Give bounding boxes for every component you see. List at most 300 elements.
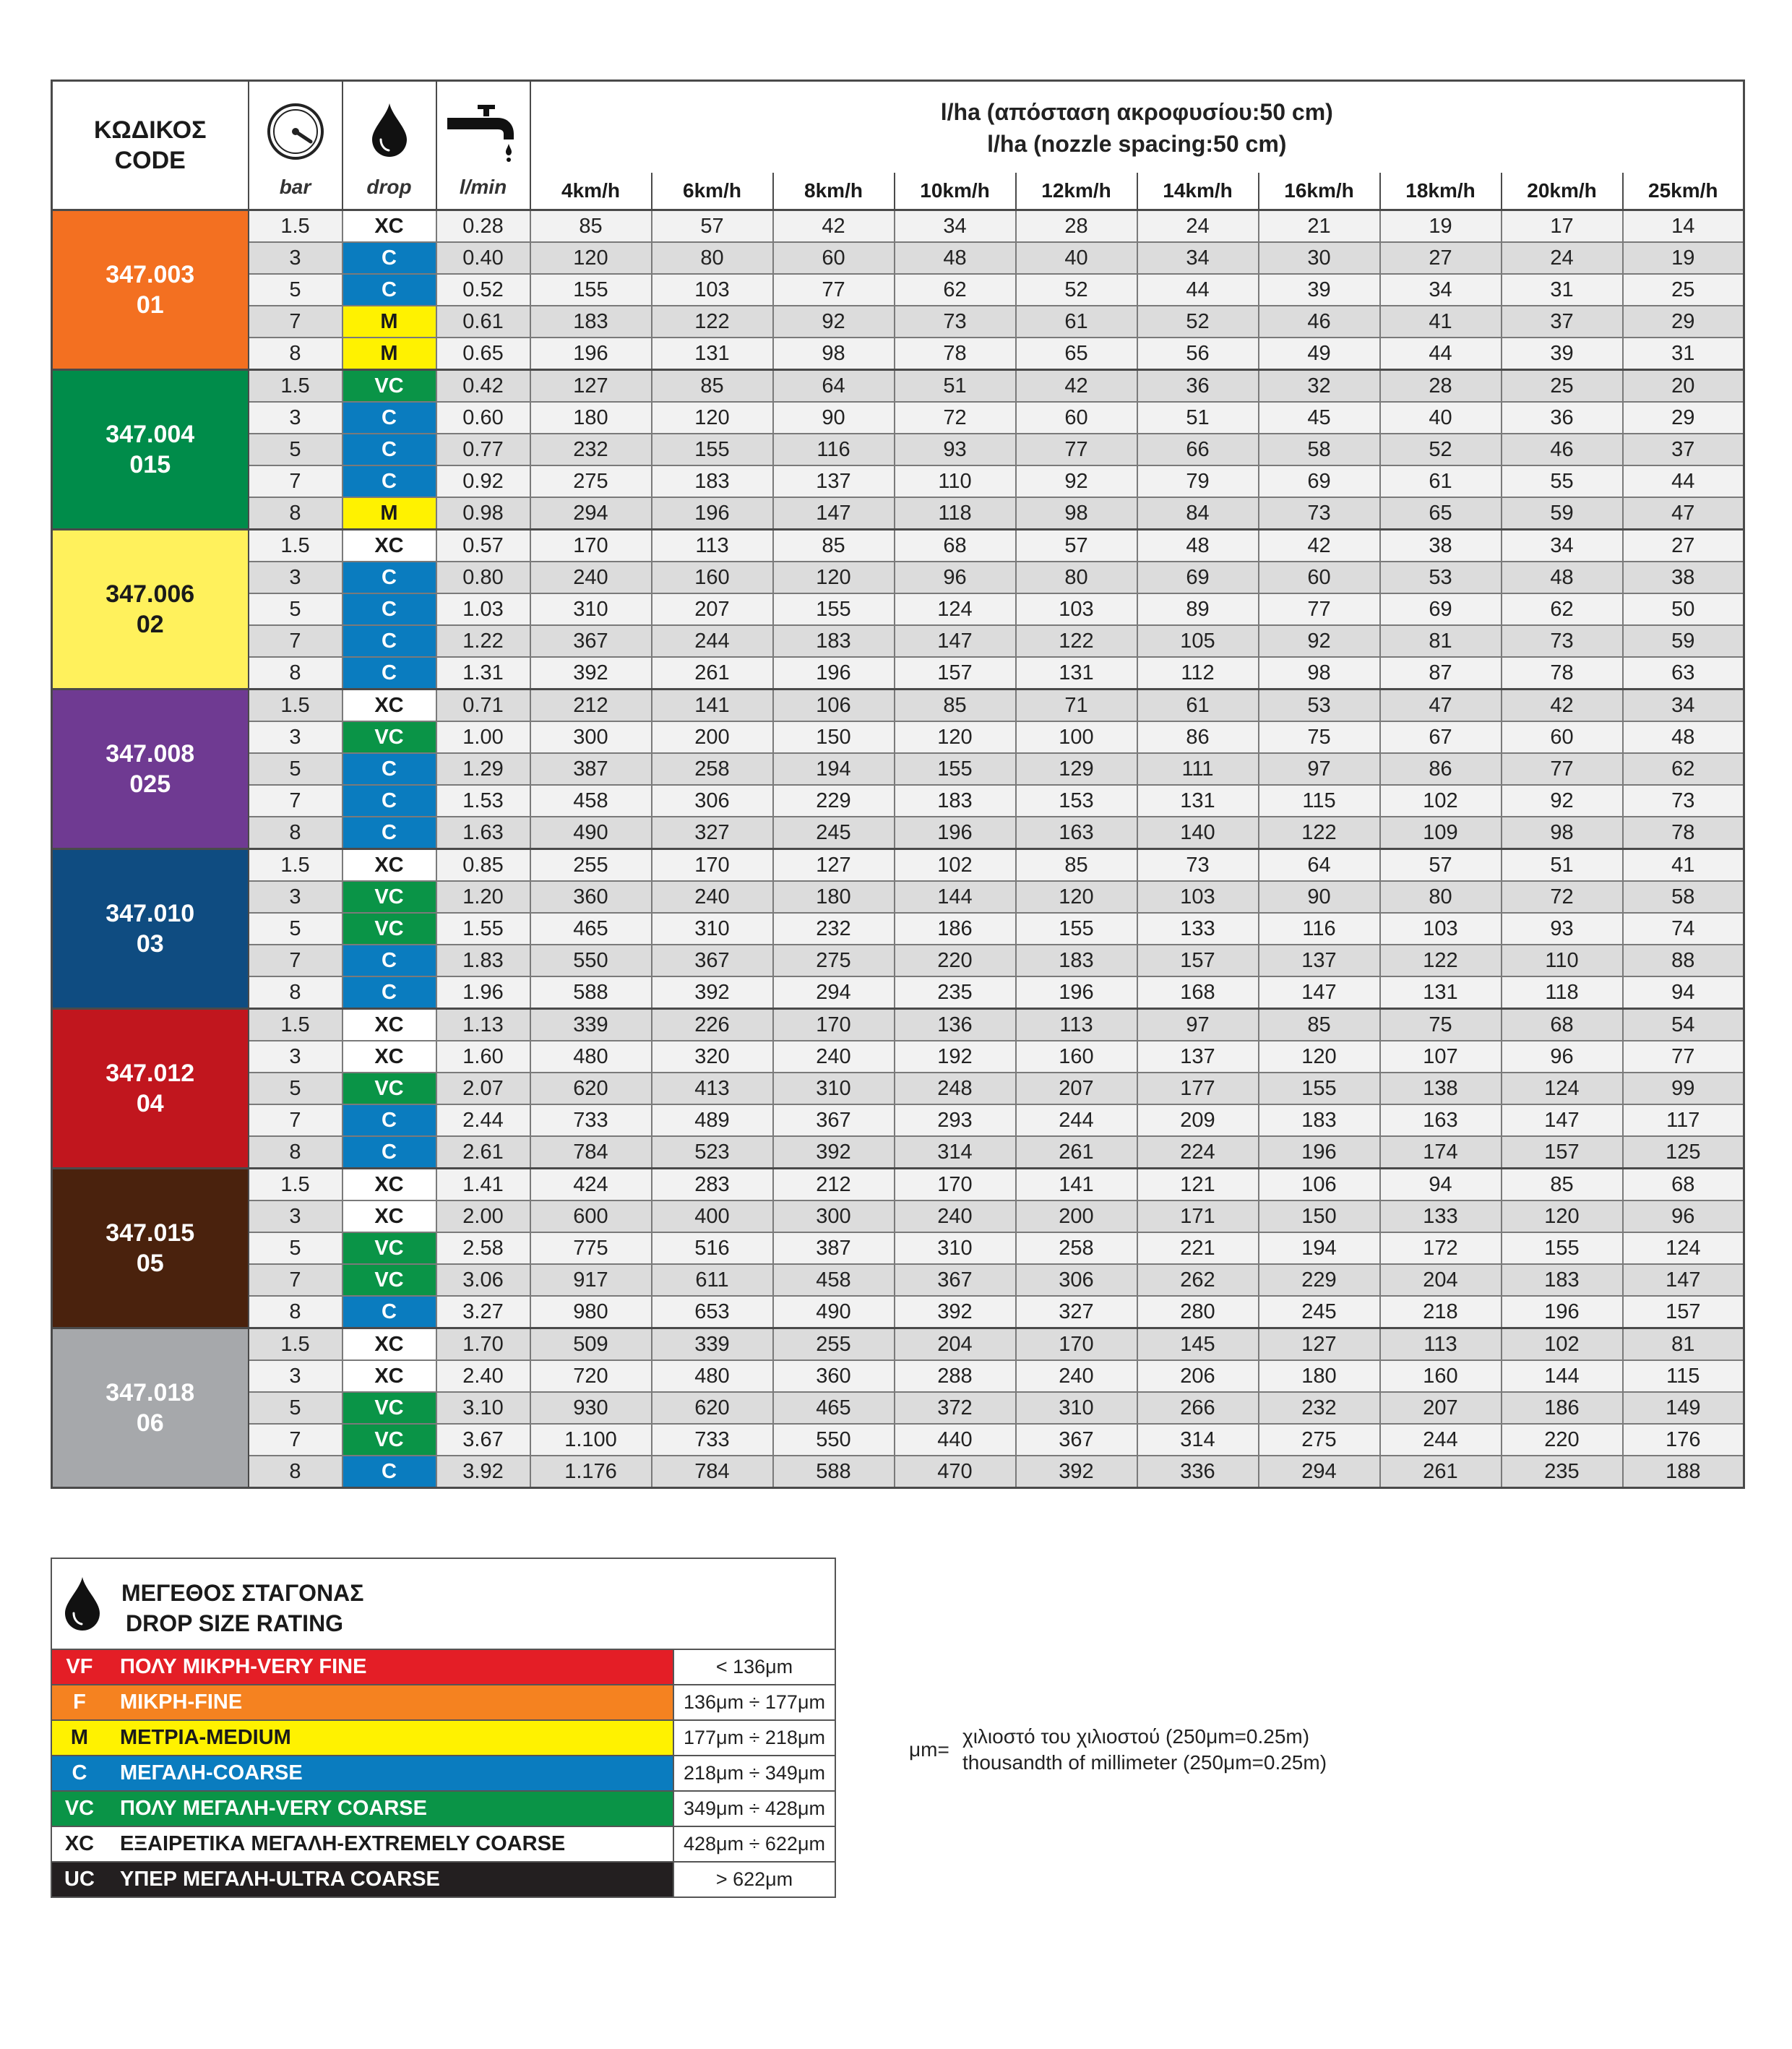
rate-cell: 51 [1137, 402, 1259, 434]
drop-size-cell: C [343, 976, 436, 1009]
rate-cell: 372 [895, 1392, 1016, 1424]
flow-cell: 0.85 [436, 849, 530, 882]
table-row [52, 434, 1744, 465]
speed-header: 4km/h [530, 173, 652, 210]
rate-cell: 232 [773, 913, 895, 945]
rate-cell: 392 [530, 657, 652, 690]
rate-cell: 61 [1380, 465, 1502, 497]
rate-cell: 60 [1502, 721, 1623, 753]
rate-cell: 93 [1502, 913, 1623, 945]
rate-cell: 306 [1016, 1264, 1137, 1296]
legend-name: ΕΞΑΙΡΕΤΙΚΑ ΜΕΓΑΛΗ-EXTREMELY COARSE [120, 1832, 566, 1855]
legend-swatch [52, 1827, 673, 1861]
rate-cell: 196 [1259, 1136, 1380, 1169]
legend-swatch [52, 1721, 673, 1755]
rate-cell: 400 [652, 1200, 773, 1232]
rate-cell: 120 [773, 562, 895, 593]
legend-code: F [73, 1691, 86, 1714]
rate-cell: 24 [1137, 210, 1259, 243]
rate-cell: 53 [1259, 690, 1380, 722]
flow-cell: 0.77 [436, 434, 530, 465]
rate-cell: 180 [1259, 1360, 1380, 1392]
rate-cell: 127 [1259, 1328, 1380, 1361]
rate-cell: 147 [1259, 976, 1380, 1009]
rate-cell: 310 [1016, 1392, 1137, 1424]
rate-cell: 141 [1016, 1169, 1137, 1201]
rate-cell: 127 [773, 849, 895, 882]
rate-cell: 14 [1623, 210, 1744, 243]
flow-cell: 3.27 [436, 1296, 530, 1328]
drop-size-cell: VC [343, 1073, 436, 1104]
rate-cell: 113 [1016, 1009, 1137, 1041]
flow-label: l/min [459, 176, 507, 198]
rate-cell: 88 [1623, 945, 1744, 976]
legend-code: XC [64, 1832, 95, 1855]
rate-cell: 54 [1623, 1009, 1744, 1041]
rate-cell: 392 [773, 1136, 895, 1169]
nozzle-code-cell [52, 849, 249, 1009]
table-row [52, 306, 1744, 338]
drop-size-cell: M [343, 497, 436, 530]
flow-cell: 0.61 [436, 306, 530, 338]
rate-cell: 465 [530, 913, 652, 945]
rate-cell: 68 [895, 530, 1016, 562]
rate-cell: 103 [652, 274, 773, 306]
pressure-cell: 7 [249, 625, 343, 657]
rate-cell: 160 [652, 562, 773, 593]
rate-cell: 188 [1623, 1456, 1744, 1488]
legend-row [52, 1721, 835, 1756]
rate-cell: 94 [1623, 976, 1744, 1009]
rate-cell: 44 [1623, 465, 1744, 497]
pressure-cell: 8 [249, 497, 343, 530]
rate-cell: 144 [895, 881, 1016, 913]
rate-cell: 192 [895, 1041, 1016, 1073]
drop-size-cell: XC [343, 1009, 436, 1041]
rate-cell: 110 [1502, 945, 1623, 976]
rate-cell: 113 [1380, 1328, 1502, 1361]
legend-range: 428μm ÷ 622μm [673, 1827, 835, 1861]
rate-cell: 204 [1380, 1264, 1502, 1296]
table-row [52, 370, 1744, 403]
table-row [52, 1073, 1744, 1104]
code-header [52, 81, 249, 210]
rate-cell: 92 [1016, 465, 1137, 497]
nozzle-code-cell [52, 370, 249, 530]
rate-cell: 980 [530, 1296, 652, 1328]
rate-cell: 157 [895, 657, 1016, 690]
rate-cell: 19 [1380, 210, 1502, 243]
rate-cell: 155 [1502, 1232, 1623, 1264]
rate-cell: 196 [652, 497, 773, 530]
rate-cell: 245 [773, 817, 895, 849]
rate-cell: 107 [1380, 1041, 1502, 1073]
rate-cell: 60 [1259, 562, 1380, 593]
flow-cell: 3.67 [436, 1424, 530, 1456]
rate-cell: 49 [1259, 338, 1380, 370]
rate-cell: 65 [1380, 497, 1502, 530]
table-row [52, 562, 1744, 593]
rate-cell: 244 [1380, 1424, 1502, 1456]
rate-cell: 174 [1380, 1136, 1502, 1169]
rate-cell: 150 [773, 721, 895, 753]
rate-cell: 69 [1259, 465, 1380, 497]
drop-size-cell: VC [343, 1232, 436, 1264]
rate-cell: 440 [895, 1424, 1016, 1456]
flow-cell: 1.96 [436, 976, 530, 1009]
legend-row [52, 1863, 835, 1896]
rate-cell: 110 [895, 465, 1016, 497]
drop-size-cell: XC [343, 1328, 436, 1361]
rate-cell: 111 [1137, 753, 1259, 785]
table-row [52, 945, 1744, 976]
rate-cell: 87 [1380, 657, 1502, 690]
speed-header: 12km/h [1016, 173, 1137, 210]
table-row [52, 1456, 1744, 1488]
rate-cell: 137 [1259, 945, 1380, 976]
rate-cell: 19 [1623, 242, 1744, 274]
pressure-cell: 7 [249, 945, 343, 976]
rate-title-gr: l/ha (απόσταση ακροφυσίου:50 cm) [940, 99, 1333, 125]
rate-cell: 69 [1137, 562, 1259, 593]
nozzle-code-cell [52, 1009, 249, 1169]
flow-cell: 2.00 [436, 1200, 530, 1232]
rate-cell: 102 [1380, 785, 1502, 817]
rate-cell: 62 [1502, 593, 1623, 625]
nozzle-code-cell [52, 690, 249, 849]
flow-cell: 1.20 [436, 881, 530, 913]
rate-cell: 1.100 [530, 1424, 652, 1456]
table-row [52, 1296, 1744, 1328]
rate-cell: 77 [773, 274, 895, 306]
drop-size-legend [51, 1558, 836, 1898]
rate-cell: 96 [1623, 1200, 1744, 1232]
rate-cell: 413 [652, 1073, 773, 1104]
rate-cell: 392 [895, 1296, 1016, 1328]
rate-cell: 523 [652, 1136, 773, 1169]
rate-cell: 218 [1380, 1296, 1502, 1328]
rate-cell: 29 [1623, 402, 1744, 434]
table-row [52, 465, 1744, 497]
nozzle-code: 347.003 [105, 261, 195, 288]
rate-cell: 124 [1623, 1232, 1744, 1264]
rate-cell: 196 [895, 817, 1016, 849]
rate-cell: 34 [895, 210, 1016, 243]
rate-cell: 103 [1137, 881, 1259, 913]
rate-cell: 294 [773, 976, 895, 1009]
rate-cell: 261 [1016, 1136, 1137, 1169]
rate-cell: 34 [1137, 242, 1259, 274]
table-row [52, 753, 1744, 785]
legend-header [52, 1559, 835, 1650]
rate-cell: 90 [1259, 881, 1380, 913]
flow-cell: 3.06 [436, 1264, 530, 1296]
rate-cell: 186 [1502, 1392, 1623, 1424]
rate-cell: 240 [1016, 1360, 1137, 1392]
rate-cell: 102 [895, 849, 1016, 882]
legend-row [52, 1685, 835, 1721]
rate-cell: 106 [1259, 1169, 1380, 1201]
legend-range: > 622μm [673, 1863, 835, 1896]
pressure-cell: 1.5 [249, 849, 343, 882]
speed-header: 16km/h [1259, 173, 1380, 210]
nozzle-code: 347.015 [105, 1219, 195, 1247]
rate-cell: 39 [1502, 338, 1623, 370]
rate-cell: 367 [773, 1104, 895, 1136]
legend-name: ΠΟΛΥ ΜΕΓΑΛΗ-VERY COARSE [120, 1797, 427, 1820]
rate-cell: 275 [530, 465, 652, 497]
rate-cell: 138 [1380, 1073, 1502, 1104]
legend-swatch [52, 1756, 673, 1790]
rate-cell: 59 [1623, 625, 1744, 657]
rate-cell: 232 [530, 434, 652, 465]
rate-cell: 509 [530, 1328, 652, 1361]
rate-cell: 653 [652, 1296, 773, 1328]
flow-cell: 2.07 [436, 1073, 530, 1104]
rate-cell: 261 [652, 657, 773, 690]
pressure-cell: 8 [249, 657, 343, 690]
rate-cell: 235 [1502, 1456, 1623, 1488]
rate-cell: 917 [530, 1264, 652, 1296]
legend-row [52, 1827, 835, 1863]
nozzle-code: 347.012 [105, 1060, 195, 1087]
rate-cell: 240 [530, 562, 652, 593]
rate-cell: 45 [1259, 402, 1380, 434]
table-row [52, 1104, 1744, 1136]
drop-size-cell: XC [343, 1169, 436, 1201]
pressure-cell: 1.5 [249, 1328, 343, 1361]
flow-cell: 0.92 [436, 465, 530, 497]
drop-size-cell: VC [343, 721, 436, 753]
pressure-cell: 7 [249, 1424, 343, 1456]
rate-cell: 17 [1502, 210, 1623, 243]
flow-cell: 0.65 [436, 338, 530, 370]
rate-cell: 360 [530, 881, 652, 913]
rate-cell: 490 [530, 817, 652, 849]
pressure-cell: 8 [249, 817, 343, 849]
rate-cell: 300 [773, 1200, 895, 1232]
rate-cell: 102 [1502, 1328, 1623, 1361]
rate-cell: 116 [773, 434, 895, 465]
flow-cell: 2.44 [436, 1104, 530, 1136]
legend-name: ΜΙΚΡΗ-FINE [120, 1691, 243, 1714]
pressure-cell: 8 [249, 1456, 343, 1488]
pressure-cell: 3 [249, 562, 343, 593]
table-row [52, 625, 1744, 657]
rate-cell: 58 [1259, 434, 1380, 465]
rate-cell: 85 [1259, 1009, 1380, 1041]
rate-cell: 124 [895, 593, 1016, 625]
rate-cell: 196 [1016, 976, 1137, 1009]
drop-size-cell: C [343, 1296, 436, 1328]
rate-cell: 327 [652, 817, 773, 849]
rate-cell: 99 [1623, 1073, 1744, 1104]
rate-cell: 733 [530, 1104, 652, 1136]
speed-header: 25km/h [1623, 173, 1744, 210]
rate-cell: 314 [895, 1136, 1016, 1169]
drop-size-cell: C [343, 562, 436, 593]
legend-swatch [52, 1863, 673, 1896]
drop-size-cell: M [343, 306, 436, 338]
rate-cell: 61 [1016, 306, 1137, 338]
rate-cell: 52 [1137, 306, 1259, 338]
unit-note-en: thousandth of millimeter (250μm=0.25m) [962, 1751, 1327, 1774]
rate-cell: 25 [1623, 274, 1744, 306]
rate-cell: 116 [1259, 913, 1380, 945]
rate-cell: 122 [1016, 625, 1137, 657]
flow-cell: 1.22 [436, 625, 530, 657]
rate-cell: 46 [1502, 434, 1623, 465]
rate-cell: 775 [530, 1232, 652, 1264]
rate-cell: 64 [1259, 849, 1380, 882]
rate-cell: 220 [1502, 1424, 1623, 1456]
rate-cell: 68 [1502, 1009, 1623, 1041]
unit-note-gr: χιλιοστό του χιλιοστού (250μm=0.25m) [962, 1725, 1310, 1748]
rate-cell: 240 [773, 1041, 895, 1073]
rate-cell: 115 [1623, 1360, 1744, 1392]
flow-cell: 1.41 [436, 1169, 530, 1201]
rate-cell: 235 [895, 976, 1016, 1009]
rate-cell: 160 [1380, 1360, 1502, 1392]
rate-cell: 34 [1502, 530, 1623, 562]
legend-swatch [52, 1650, 673, 1684]
rate-cell: 550 [530, 945, 652, 976]
rate-cell: 221 [1137, 1232, 1259, 1264]
rate-cell: 44 [1380, 338, 1502, 370]
rate-cell: 204 [895, 1328, 1016, 1361]
rate-cell: 69 [1380, 593, 1502, 625]
rate-cell: 52 [1380, 434, 1502, 465]
flow-cell: 2.58 [436, 1232, 530, 1264]
rate-title-en: l/ha (nozzle spacing:50 cm) [987, 131, 1287, 157]
flow-header [436, 81, 530, 210]
legend-swatch [52, 1685, 673, 1719]
rate-cell: 258 [652, 753, 773, 785]
faucet-icon [447, 102, 520, 163]
rate-cell: 92 [1259, 625, 1380, 657]
drop-size-cell: VC [343, 913, 436, 945]
rate-cell: 720 [530, 1360, 652, 1392]
rate-cell: 387 [773, 1232, 895, 1264]
rate-cell: 28 [1380, 370, 1502, 403]
speed-header: 8km/h [773, 173, 895, 210]
table-row [52, 1009, 1744, 1041]
rate-cell: 367 [652, 945, 773, 976]
rate-cell: 733 [652, 1424, 773, 1456]
rate-cell: 183 [1016, 945, 1137, 976]
nozzle-size: 025 [129, 770, 171, 798]
table-row [52, 1232, 1744, 1264]
rate-cell: 209 [1137, 1104, 1259, 1136]
rate-cell: 183 [895, 785, 1016, 817]
rate-cell: 196 [530, 338, 652, 370]
pressure-cell: 5 [249, 1073, 343, 1104]
rate-cell: 90 [773, 402, 895, 434]
pressure-cell: 3 [249, 721, 343, 753]
rate-cell: 34 [1380, 274, 1502, 306]
rate-cell: 38 [1623, 562, 1744, 593]
rate-cell: 29 [1623, 306, 1744, 338]
rate-cell: 67 [1380, 721, 1502, 753]
flow-cell: 1.53 [436, 785, 530, 817]
table-row [52, 210, 1744, 243]
rate-cell: 206 [1137, 1360, 1259, 1392]
rate-cell: 120 [652, 402, 773, 434]
rate-cell: 176 [1623, 1424, 1744, 1456]
bar-header [249, 81, 343, 210]
rate-cell: 367 [530, 625, 652, 657]
rate-cell: 120 [530, 242, 652, 274]
rate-cell: 59 [1502, 497, 1623, 530]
drop-size-cell: XC [343, 210, 436, 243]
nozzle-size: 02 [136, 611, 164, 638]
flow-cell: 3.10 [436, 1392, 530, 1424]
rate-cell: 480 [530, 1041, 652, 1073]
nozzle-code: 347.010 [105, 900, 195, 927]
rate-cell: 207 [1016, 1073, 1137, 1104]
rate-cell: 27 [1380, 242, 1502, 274]
rate-cell: 48 [1502, 562, 1623, 593]
rate-cell: 294 [1259, 1456, 1380, 1488]
rate-cell: 155 [1016, 913, 1137, 945]
rate-cell: 320 [652, 1041, 773, 1073]
rate-cell: 489 [652, 1104, 773, 1136]
legend-row [52, 1756, 835, 1792]
rate-cell: 155 [895, 753, 1016, 785]
flow-cell: 1.29 [436, 753, 530, 785]
legend-code: VF [66, 1655, 93, 1678]
rate-cell: 137 [773, 465, 895, 497]
drop-size-cell: C [343, 242, 436, 274]
rate-cell: 600 [530, 1200, 652, 1232]
drop-size-cell: C [343, 785, 436, 817]
rate-cell: 73 [1137, 849, 1259, 882]
table-row [52, 881, 1744, 913]
code-header-en: CODE [114, 147, 186, 174]
drop-size-cell: C [343, 625, 436, 657]
flow-cell: 0.57 [436, 530, 530, 562]
rate-cell: 200 [652, 721, 773, 753]
nozzle-size: 03 [136, 930, 164, 958]
pressure-cell: 5 [249, 913, 343, 945]
pressure-cell: 1.5 [249, 530, 343, 562]
legend-range: 136μm ÷ 177μm [673, 1685, 835, 1719]
flow-cell: 0.80 [436, 562, 530, 593]
rate-cell: 71 [1016, 690, 1137, 722]
pressure-cell: 8 [249, 1296, 343, 1328]
rate-cell: 480 [652, 1360, 773, 1392]
pressure-cell: 7 [249, 785, 343, 817]
droplet-icon [62, 1575, 103, 1633]
rate-cell: 293 [895, 1104, 1016, 1136]
rate-cell: 98 [1259, 657, 1380, 690]
drop-label: drop [366, 176, 412, 198]
rate-cell: 229 [773, 785, 895, 817]
rate-cell: 207 [1380, 1392, 1502, 1424]
rate-cell: 120 [895, 721, 1016, 753]
rate-cell: 57 [652, 210, 773, 243]
rate-cell: 261 [1380, 1456, 1502, 1488]
pressure-cell: 7 [249, 1264, 343, 1296]
rate-cell: 21 [1259, 210, 1380, 243]
rate-cell: 93 [895, 434, 1016, 465]
rate-cell: 73 [1259, 497, 1380, 530]
rate-cell: 170 [773, 1009, 895, 1041]
rate-cell: 51 [895, 370, 1016, 403]
rate-cell: 85 [1502, 1169, 1623, 1201]
drop-size-cell: C [343, 402, 436, 434]
legend-swatch [52, 1792, 673, 1826]
